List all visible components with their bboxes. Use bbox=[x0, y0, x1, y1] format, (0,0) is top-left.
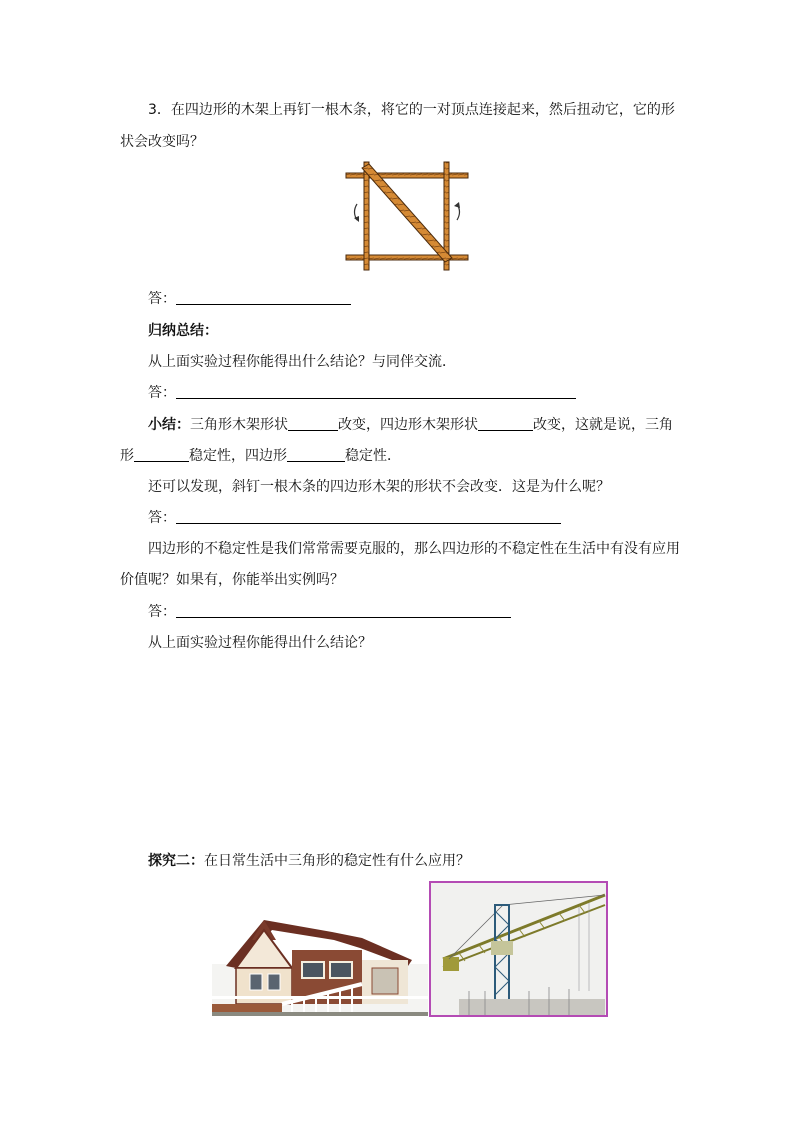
xiaojie-blank-4[interactable] bbox=[287, 447, 345, 462]
xiaojie-line1 bbox=[148, 415, 673, 435]
xiaojie-blank-3[interactable] bbox=[134, 447, 189, 462]
frame-diagonal-bar bbox=[362, 164, 452, 262]
instability-line2: 价值呢？如果有，你能举出实例吗？ bbox=[120, 572, 344, 588]
question-3-line1: 3．在四边形的木架上再钉一根木条，将它的一对顶点连接起来，然后扭动它，它的形 bbox=[148, 102, 675, 118]
xiaojie-text-3: 改变，这就是说，三角 bbox=[533, 417, 673, 433]
conclusion-question: 从上面实验过程你能得出什么结论？ bbox=[148, 635, 372, 651]
wooden-frame-figure bbox=[344, 160, 470, 272]
summary-question: 从上面实验过程你能得出什么结论？与同伴交流． bbox=[148, 354, 456, 370]
xiaojie-line2 bbox=[120, 446, 401, 466]
frame-left-bar bbox=[364, 162, 369, 270]
answer-4 bbox=[148, 602, 511, 622]
answer-1-blank[interactable] bbox=[176, 290, 351, 305]
xiaojie-text-5: 稳定性，四边形 bbox=[189, 448, 287, 464]
explore-2-label: 探究二： bbox=[148, 853, 204, 869]
question-3-line2: 状会改变吗？ bbox=[120, 134, 204, 150]
summary-heading: 归纳总结： bbox=[148, 323, 218, 339]
xiaojie-blank-1[interactable] bbox=[288, 416, 338, 431]
answer-4-blank[interactable] bbox=[176, 603, 511, 618]
tower-crane-photo bbox=[429, 881, 608, 1017]
xiaojie-text-2: 改变，四边形木架形状 bbox=[338, 417, 478, 433]
answer-1 bbox=[148, 289, 351, 309]
found-text: 还可以发现，斜钉一根木条的四边形木架的形状不会改变．这是为什么呢？ bbox=[148, 479, 610, 495]
xiaojie-label: 小结： bbox=[148, 417, 190, 433]
house-photo bbox=[212, 904, 428, 1016]
xiaojie-text-4: 形 bbox=[120, 448, 134, 464]
answer-label: 答： bbox=[148, 510, 176, 526]
answer-2-blank[interactable] bbox=[176, 384, 576, 399]
xiaojie-blank-2[interactable] bbox=[478, 416, 533, 431]
instability-line1: 四边形的不稳定性是我们常常需要克服的，那么四边形的不稳定性在生活中有没有应用 bbox=[148, 541, 680, 557]
answer-3-blank[interactable] bbox=[176, 509, 561, 524]
explore-2 bbox=[148, 851, 470, 871]
answer-3 bbox=[148, 508, 561, 528]
answer-label: 答： bbox=[148, 291, 176, 307]
answer-label: 答： bbox=[148, 385, 176, 401]
xiaojie-text-6: 稳定性． bbox=[345, 448, 401, 464]
answer-label: 答： bbox=[148, 604, 176, 620]
answer-2 bbox=[148, 383, 576, 403]
xiaojie-text-1: 三角形木架形状 bbox=[190, 417, 288, 433]
explore-2-text: 在日常生活中三角形的稳定性有什么应用？ bbox=[204, 853, 470, 869]
